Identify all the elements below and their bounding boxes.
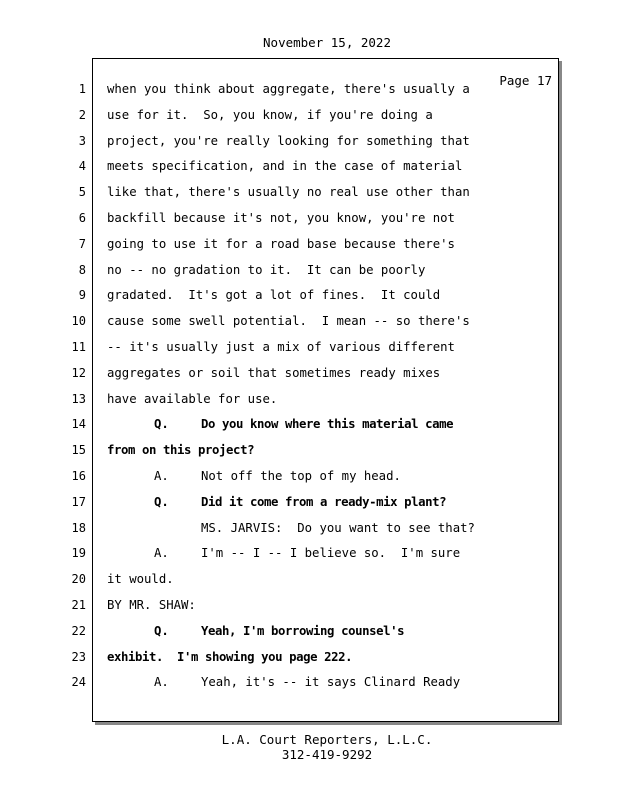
line-text: Do you know where this material came xyxy=(201,417,454,432)
line-text: -- it's usually just a mix of various different xyxy=(107,340,455,354)
line-text: it would. xyxy=(107,572,174,587)
line-text: cause some swell potential. I mean -- so there's xyxy=(107,314,470,329)
page-number: Page 17 xyxy=(499,73,552,88)
answer-marker: A. xyxy=(154,546,169,561)
line-text: when you think about aggregate, there's usually a xyxy=(107,82,470,96)
line-number: 9 xyxy=(78,288,86,303)
line-number: 1 xyxy=(78,82,86,96)
header-date: November 15, 2022 xyxy=(263,35,391,50)
line-number: 14 xyxy=(71,417,86,432)
line-number: 18 xyxy=(71,520,86,535)
line-text: Did it come from a ready-mix plant? xyxy=(201,494,447,509)
question-marker: Q. xyxy=(154,623,169,638)
line-text: BY MR. SHAW: xyxy=(107,598,196,612)
line-number: 24 xyxy=(71,675,86,690)
footer xyxy=(0,732,618,762)
line-number: 8 xyxy=(78,262,86,277)
line-text: meets specification, and in the case of material xyxy=(107,159,463,174)
answer-marker: A. xyxy=(154,675,169,690)
line-text: gradated. It's got a lot of fines. It could xyxy=(107,288,441,303)
line-text: Not off the top of my head. xyxy=(201,469,401,483)
line-text: MS. JARVIS: Do you want to see that? xyxy=(201,520,475,535)
footer-phone: 312-419-9292 xyxy=(281,747,373,762)
line-number: 10 xyxy=(71,314,86,329)
line-text: use for it. So, you know, if you're doing a xyxy=(107,107,433,122)
line-text: aggregates or soil that sometimes ready mixes xyxy=(107,365,441,380)
line-text: have available for use. xyxy=(107,391,278,406)
line-number: 13 xyxy=(71,391,86,406)
line-number: 22 xyxy=(71,623,86,638)
line-text: Yeah, I'm borrowing counsel's xyxy=(201,623,405,638)
line-number: 12 xyxy=(71,365,86,380)
line-number: 20 xyxy=(71,572,86,587)
line-number: 15 xyxy=(71,443,86,458)
line-number: 4 xyxy=(78,159,86,174)
line-number: 19 xyxy=(71,546,86,561)
question-marker: Q. xyxy=(154,494,169,509)
line-text: going to use it for a road base because there's xyxy=(107,236,455,251)
line-number: 17 xyxy=(71,494,86,509)
line-number: 23 xyxy=(71,649,86,664)
line-text: exhibit. I'm showing you page 222. xyxy=(107,649,353,664)
line-text: backfill because it's not, you know, you're not xyxy=(107,211,455,225)
line-number: 16 xyxy=(71,469,86,483)
line-text: Yeah, it's -- it says Clinard Ready xyxy=(201,675,461,690)
line-number: 7 xyxy=(78,236,86,251)
line-number: 5 xyxy=(78,185,86,200)
line-text: from on this project? xyxy=(107,443,255,458)
line-number: 3 xyxy=(78,133,86,148)
line-number: 21 xyxy=(71,598,86,612)
line-text: project, you're really looking for something that xyxy=(107,133,470,148)
line-text: like that, there's usually no real use other than xyxy=(107,185,470,200)
line-text: I'm -- I -- I believe so. I'm sure xyxy=(201,546,461,561)
footer-company: L.A. Court Reporters, L.L.C. xyxy=(221,732,433,747)
answer-marker: A. xyxy=(154,469,169,483)
line-number: 6 xyxy=(78,211,86,225)
line-number: 11 xyxy=(71,340,86,354)
line-text: no -- no gradation to it. It can be poorly xyxy=(107,262,426,277)
question-marker: Q. xyxy=(154,417,169,432)
line-number: 2 xyxy=(78,107,86,122)
